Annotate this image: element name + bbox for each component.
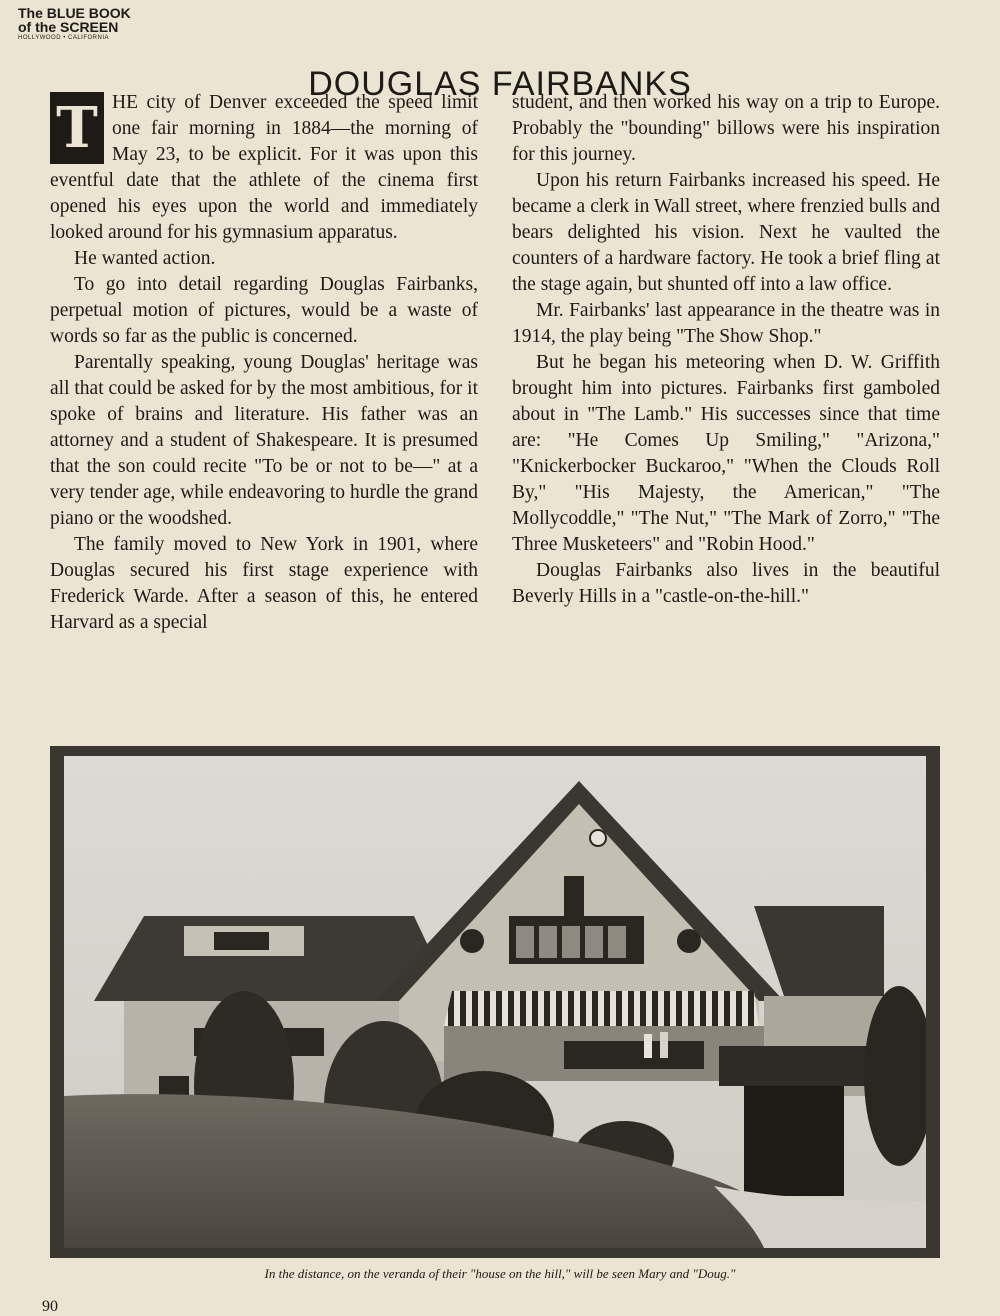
paragraph: But he began his meteoring when D. W. Griffith brought him into pictures. Fairbanks first gamboled about in "The Lamb." His successes since that time are: "He Comes Up Smiling," "Arizona," "Knickerbocker Buckaroo," "When the Clouds Roll By," "His Majesty, the American," "The Mollycoddle," "The Nut," "The Mark of Zorro," "The Three Musketeers" and "Robin Hood." [512,352,940,555]
paragraph: Mr. Fairbanks' last appearance in the theatre was in 1914, the play being "The Show Shop." [512,300,940,347]
dropcap-letter: T [56,95,98,161]
paragraph [50,90,478,246]
paragraph: Upon his return Fairbanks increased his speed. He became a clerk in Wall street, where frenzied bulls and bears delighted his vision. Next he vaulted the counters of a hardware factory. He took a brief fling at the stage again, but shunted off into a law office. [512,170,940,295]
paragraph: The family moved to New York in 1901, where Douglas secured his first stage experience with Frederick Warde. After a season of this, he entered Harvard as a special [50,534,478,633]
paragraph-text: HE city of Denver exceeded the speed limit one fair morning in 1884—the morning of May 23, to be explicit. For it was upon this eventful date that the athlete of the cinema first opened his eyes upon the world and immediately looked around for his gymnasium apparatus. [50,92,478,243]
photo-caption: In the distance, on the veranda of their "house on the hill," will be seen Mary and "Doug." [264,1266,736,1281]
left-column [50,90,478,636]
house-illustration [64,756,926,1248]
photo-frame [50,746,940,1258]
masthead-logo [18,6,131,41]
page-number: 90 [42,1298,58,1315]
house-photo [64,756,926,1248]
paragraph: Douglas Fairbanks also lives in the beautiful Beverly Hills in a "castle-on-the-hill." [512,560,940,607]
right-column [512,90,940,610]
dropcap-ornament [50,92,104,164]
masthead-line-2: of the SCREEN [18,19,119,35]
masthead-line-3: HOLLYWOOD • CALIFORNIA [18,35,110,41]
page-title: DOUGLAS FAIRBANKS [308,64,692,103]
masthead-line-1: The BLUE BOOK [18,5,131,21]
paragraph: student, and then worked his way on a trip to Europe. Probably the "bounding" billows were his inspiration for this journey. [512,92,940,165]
paragraph: To go into detail regarding Douglas Fairbanks, perpetual motion of pictures, would be a waste of words so far as the public is concerned. [50,274,478,347]
paragraph: Parentally speaking, young Douglas' heritage was all that could be asked for by the most ambitious, for it spoke of brains and literature. His father was an attorney and a student of Shakespeare. It is presumed that the son could recite "To be or not to be—" at a very tender age, while endeavoring to hurdle the grand piano or the woodshed. [50,352,478,529]
paragraph: He wanted action. [74,248,216,269]
